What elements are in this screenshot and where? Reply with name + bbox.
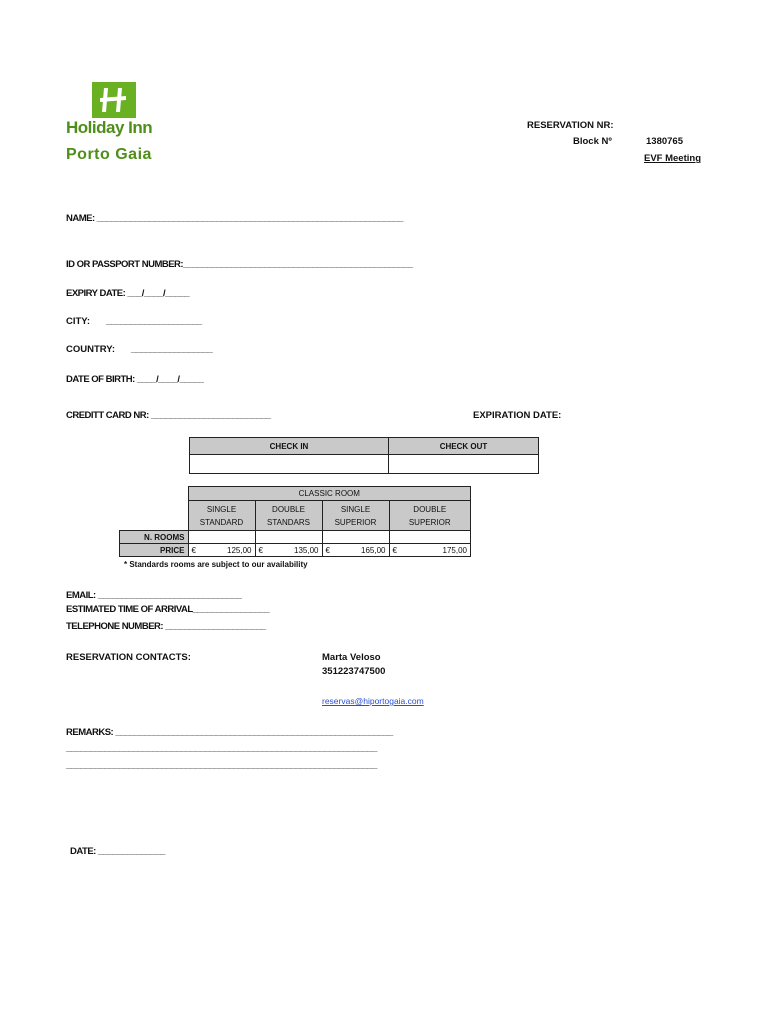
contact-phone: 351223747500 — [322, 666, 386, 677]
remarks-field: REMARKS: __________________________________________________________ — [66, 727, 393, 738]
city-label: CITY: — [66, 316, 91, 327]
rooms-table — [119, 486, 471, 557]
classic-room-header: CLASSIC ROOM — [188, 487, 471, 501]
row-label-price: PRICE — [120, 544, 189, 557]
event-name: EVF Meeting — [644, 153, 702, 164]
email-field: EMAIL: ______________________________ — [66, 590, 242, 601]
contact-name: Marta Veloso — [322, 652, 381, 663]
col-single-superior: SINGLE SUPERIOR — [322, 501, 389, 531]
price-cell: € 165,00 — [322, 544, 389, 557]
date-field: DATE: ______________ — [70, 846, 165, 857]
id-passport-field: ID OR PASSPORT NUMBER:________________________________________________ — [66, 259, 413, 270]
expiration-date-label: EXPIRATION DATE: — [473, 410, 562, 421]
price-cell: € 125,00 — [188, 544, 255, 557]
check-out-header: CHECK OUT — [389, 438, 539, 455]
contact-email-link[interactable]: reservas@hiportogaia.com — [322, 696, 424, 706]
row-label-rooms: N. ROOMS — [120, 531, 189, 544]
date-of-birth-field: DATE OF BIRTH: ____/____/_____ — [66, 374, 204, 385]
credit-card-field: CREDITT CARD NR: _________________________ — [66, 410, 271, 421]
block-value: 1380765 — [646, 136, 683, 147]
brand-name: Holiday Inn — [66, 118, 153, 137]
rooms-cell[interactable] — [322, 531, 389, 544]
check-out-cell[interactable] — [389, 455, 539, 474]
check-in-out-table — [189, 437, 539, 474]
col-double-standard: DOUBLE STANDARS — [255, 501, 322, 531]
rooms-cell[interactable] — [255, 531, 322, 544]
block-label: Block Nº — [573, 136, 612, 147]
price-cell: € 135,00 — [255, 544, 322, 557]
rooms-cell[interactable] — [188, 531, 255, 544]
check-in-header: CHECK IN — [190, 438, 389, 455]
col-single-standard: SINGLE STANDARD — [188, 501, 255, 531]
name-field: NAME: ________________________________________________________________ — [66, 213, 403, 224]
country-line: _________________ — [131, 344, 213, 355]
arrival-time-field: ESTIMATED TIME OF ARRIVAL________________ — [66, 604, 270, 615]
telephone-field: TELEPHONE NUMBER: _____________________ — [66, 621, 266, 632]
reservation-label: RESERVATION NR: — [527, 120, 614, 131]
expiry-date-field: EXPIRY DATE: ___/____/_____ — [66, 288, 190, 299]
remarks-line-3: _________________________________________________________________ — [66, 760, 377, 771]
rooms-cell[interactable] — [389, 531, 471, 544]
city-line: ____________________ — [106, 316, 202, 327]
col-double-superior: DOUBLE SUPERIOR — [389, 501, 471, 531]
check-in-cell[interactable] — [190, 455, 389, 474]
brand-location: Porto Gaia — [66, 146, 152, 163]
holiday-inn-logo-mark — [92, 82, 136, 118]
country-label: COUNTRY: — [66, 344, 116, 355]
availability-note: * Standards rooms are subject to our availability — [124, 560, 308, 569]
price-cell: € 175,00 — [389, 544, 471, 557]
remarks-line-2: _________________________________________________________________ — [66, 743, 377, 754]
reservation-contacts-label: RESERVATION CONTACTS: — [66, 652, 191, 663]
